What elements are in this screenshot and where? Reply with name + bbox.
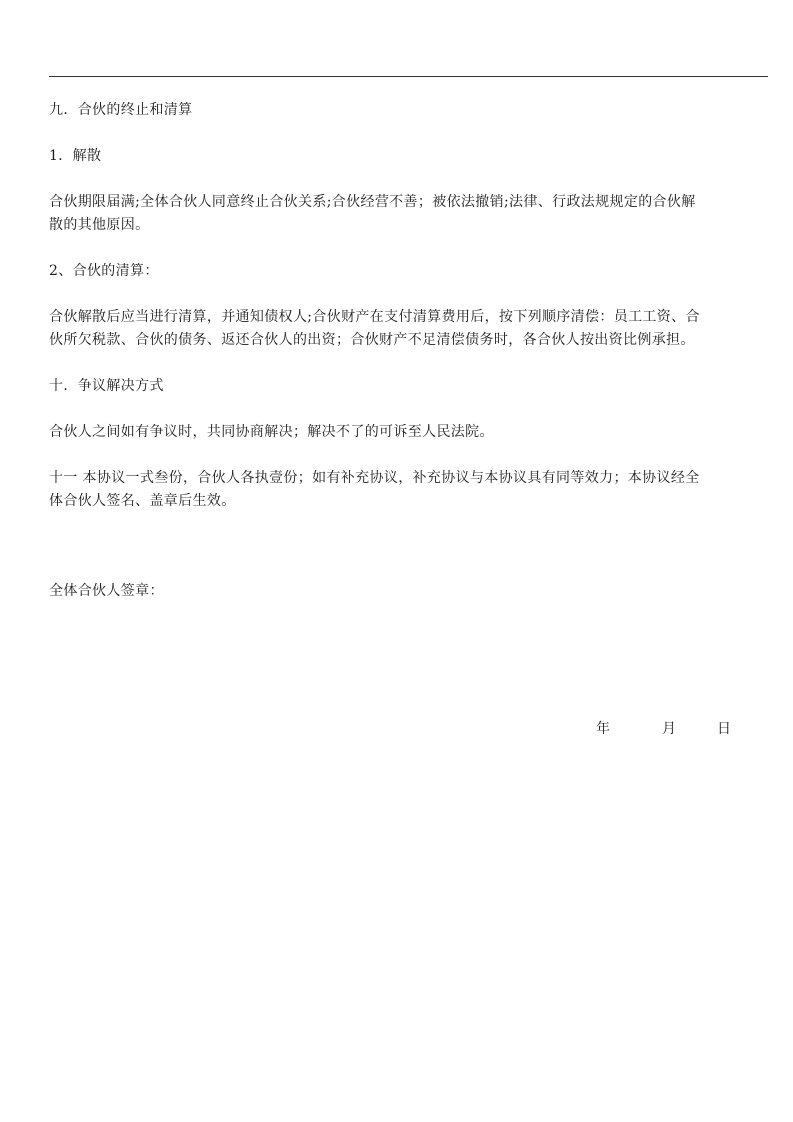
section-9-heading: 九．合伙的终止和清算	[49, 102, 193, 118]
header-rule	[49, 76, 768, 77]
section-9-2-heading: 2、合伙的清算：	[49, 263, 159, 279]
section-10-heading: 十．争议解决方式	[49, 378, 164, 394]
document-body	[49, 99, 769, 513]
section-9-1-text-line-1: 合伙期限届满;全体合伙人同意终止合伙关系;合伙经营不善；被依法撤销;法律、行政法规规定的合伙解	[49, 194, 696, 210]
section-11-text-line-2: 体合伙人签名、盖章后生效。	[49, 493, 236, 509]
section-10-text: 合伙人之间如有争议时，共同协商解决；解决不了的可诉至人民法院。	[49, 424, 494, 440]
signature-label: 全体合伙人签章：	[49, 583, 164, 599]
date-day-label: 日	[717, 721, 731, 737]
section-9-2-text-line-2: 伙所欠税款、合伙的债务、返还合伙人的出资；合伙财产不足清偿债务时，各合伙人按出资比例承担。	[49, 332, 695, 348]
date-year-label: 年	[596, 721, 610, 737]
date-line	[596, 718, 731, 741]
signature-block	[49, 580, 749, 603]
section-9-1-text-line-2: 散的其他原因。	[49, 217, 150, 233]
section-9-2-text-line-1: 合伙解散后应当进行清算，并通知债权人;合伙财产在支付清算费用后，按下列顺序清偿：员工工资、合	[49, 309, 700, 325]
section-9-1-heading: 1．解散	[49, 148, 102, 164]
section-11-text-line-1: 十一 本协议一式叁份，合伙人各执壹份；如有补充协议，补充协议与本协议具有同等效力；本协议经全	[49, 470, 700, 486]
date-month-label: 月	[662, 721, 676, 737]
